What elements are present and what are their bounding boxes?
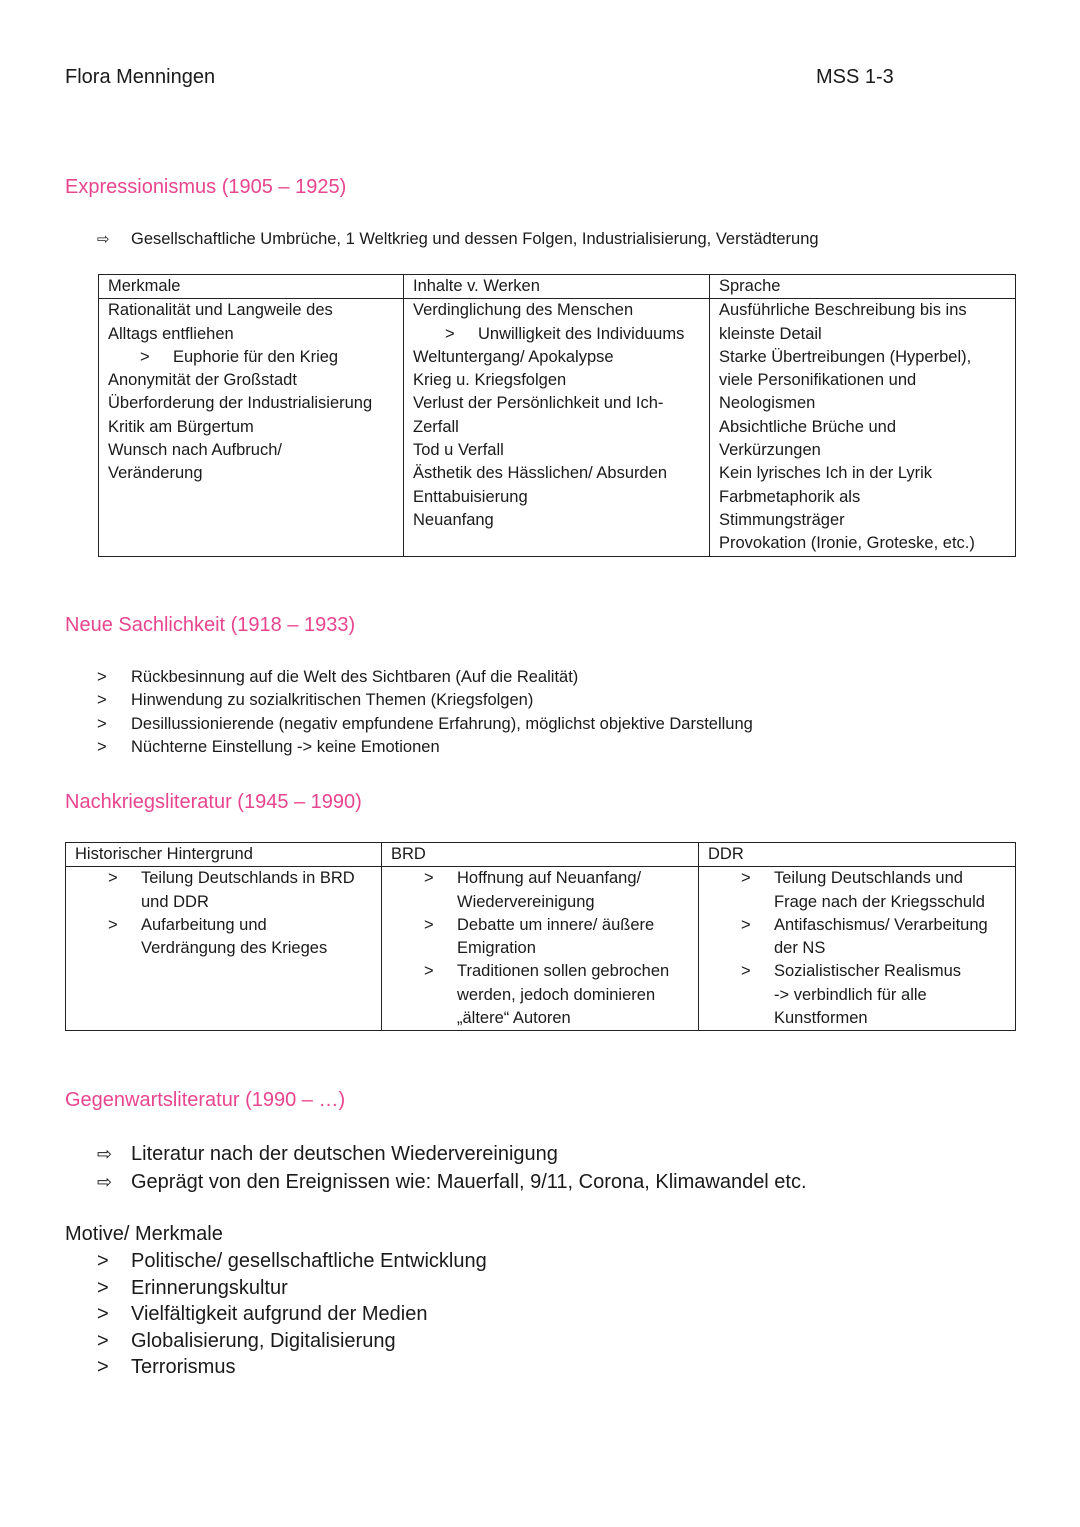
chevron-right-icon: > <box>424 915 434 934</box>
list-item: > Traditionen sollen gebrochen werden, jedoch dominieren „ältere“ Autoren <box>424 962 670 1028</box>
list-item: > Debatte um innere/ äußere Emigration <box>424 915 655 958</box>
table-header: Inhalte v. Werken <box>404 275 710 299</box>
neue-sachlichkeit-list <box>97 666 753 759</box>
list-item: > Politische/ gesellschaftliche Entwicklung <box>97 1248 487 1275</box>
list-item: > Teilung Deutschlands und Frage nach der Kriegsschuld <box>741 869 985 911</box>
chevron-right-icon: > <box>424 962 434 981</box>
chevron-right-icon: > <box>424 869 434 888</box>
motive-list <box>97 1248 487 1381</box>
table-header: Merkmale <box>99 275 404 299</box>
table-cell-merkmale: Rationalität und Langweile des Alltags entfliehen > Euphorie für den Krieg Anonymität der Großstadt Überforderung der Industrialisierung Kritik am Bürgertum Wunsch nach Aufbruch/ Veränderung <box>99 299 404 556</box>
chevron-right-icon: > <box>108 915 118 934</box>
arrow-right-icon: ⇨ <box>97 1171 113 1192</box>
list-item: > Sozialistischer Realismus -> verbindlich für alle Kunstformen <box>741 962 962 1028</box>
chevron-right-icon: > <box>97 714 107 733</box>
list-item: > Globalisierung, Digitalisierung <box>97 1328 487 1355</box>
chevron-right-icon: > <box>741 962 751 981</box>
chevron-right-icon: > <box>741 915 751 934</box>
list-item: > Vielfältigkeit aufgrund der Medien <box>97 1301 487 1328</box>
course-label: MSS 1-3 <box>816 66 894 88</box>
list-item: > Hinwendung zu sozialkritischen Themen (Kriegsfolgen) <box>97 689 753 712</box>
table-header: DDR <box>699 843 1016 867</box>
list-item: > Erinnerungskultur <box>97 1275 487 1302</box>
motive-heading: Motive/ Merkmale <box>65 1223 223 1245</box>
chevron-right-icon: > <box>97 1329 109 1352</box>
list-item: > Antifaschismus/ Verarbeitung der NS <box>741 915 988 958</box>
list-item: > Hoffnung auf Neuanfang/ Wiedervereinigung <box>424 869 642 911</box>
expressionismus-summary-list <box>97 228 819 251</box>
list-item: > Aufarbeitung und Verdrängung des Krieges <box>108 915 328 958</box>
expressionismus-table <box>98 274 1016 557</box>
arrow-right-icon: ⇨ <box>97 1144 113 1164</box>
list-item: ⇨ Geprägt von den Ereignissen wie: Mauerfall, 9/11, Corona, Klimawandel etc. <box>97 1169 807 1196</box>
section-title-nachkriegsliteratur: Nachkriegsliteratur (1945 – 1990) <box>65 791 362 813</box>
list-item: ⇨ Literatur nach der deutschen Wiedervereinigung <box>97 1141 807 1168</box>
chevron-right-icon: > <box>97 1356 109 1378</box>
chevron-right-icon: > <box>97 737 107 756</box>
table-cell-brd <box>382 867 699 1031</box>
nachkriegsliteratur-table <box>65 842 1016 1031</box>
section-title-neue-sachlichkeit: Neue Sachlichkeit (1918 – 1933) <box>65 614 356 636</box>
chevron-right-icon: > <box>97 668 107 686</box>
chevron-right-icon: > <box>140 347 150 366</box>
chevron-right-icon: > <box>97 1303 109 1325</box>
arrow-right-icon: ⇨ <box>97 231 110 248</box>
list-item: > Terrorismus <box>97 1354 487 1381</box>
chevron-right-icon: > <box>97 1250 109 1272</box>
chevron-right-icon: > <box>445 324 455 343</box>
gegenwartsliteratur-points <box>97 1141 807 1195</box>
chevron-right-icon: > <box>97 691 107 710</box>
table-cell-hintergrund <box>66 867 382 1031</box>
section-title-expressionismus: Expressionismus (1905 – 1925) <box>65 176 347 198</box>
list-item: ⇨ Gesellschaftliche Umbrüche, 1 Weltkrieg und dessen Folgen, Industrialisierung, Verstädterung <box>97 228 819 251</box>
chevron-right-icon: > <box>741 869 751 888</box>
list-item: > Teilung Deutschlands in BRD und DDR <box>108 869 355 911</box>
table-cell-inhalte: Verdinglichung des Menschen > Unwilligkeit des Individuums Weltuntergang/ Apokalypse Krieg u. Kriegsfolgen Verlust der Persönlichkeit und Ich- Zerfall Tod u Verfall Ästhetik des Hässlichen/ Absurden Enttabuisierung Neuanfang <box>404 299 710 556</box>
chevron-right-icon: > <box>97 1276 109 1299</box>
author-name: Flora Menningen <box>65 66 216 88</box>
table-header: Historischer Hintergrund <box>66 843 382 867</box>
table-header: BRD <box>382 843 699 867</box>
table-header: Sprache <box>710 275 1016 299</box>
table-cell-ddr <box>699 867 1016 1031</box>
list-item: > Desillussionierende (negativ empfundene Erfahrung), möglichst objektive Darstellung <box>97 713 753 736</box>
list-item: > Rückbesinnung auf die Welt des Sichtbaren (Auf die Realität) <box>97 666 753 689</box>
chevron-right-icon: > <box>108 869 118 888</box>
table-cell-sprache: Ausführliche Beschreibung bis ins kleinste Detail Starke Übertreibungen (Hyperbel), viele Personifikationen und Neologismen Absichtliche Brüche und Verkürzungen Kein lyrisches Ich in der Lyrik Farbmetaphorik als Stimmungsträger Provokation (Ironie, Groteske, etc.) <box>710 299 1016 556</box>
list-item: > Nüchterne Einstellung -> keine Emotionen <box>97 736 753 759</box>
section-title-gegenwartsliteratur: Gegenwartsliteratur (1990 – …) <box>65 1089 346 1111</box>
